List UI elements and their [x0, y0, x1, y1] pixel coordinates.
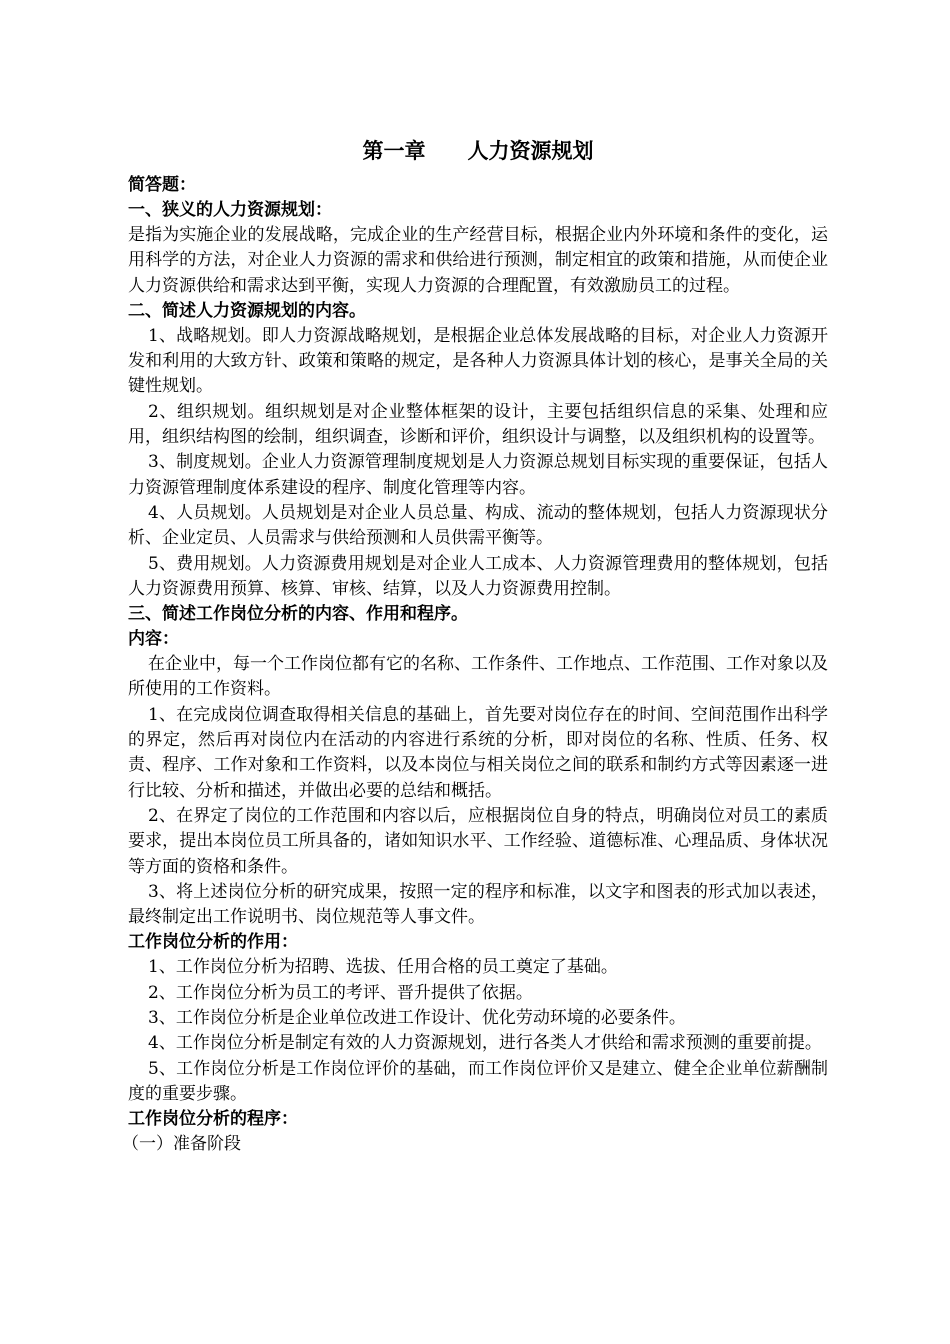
- content-paragraph: 2、在界定了岗位的工作范围和内容以后，应根据岗位自身的特点，明确岗位对员工的素质要求，提出本岗位员工所具备的，诸如知识水平、工作经验、道德标准、心理品质、身体状况等方面的资格和条件。: [128, 805, 828, 877]
- section-2-item: 4、人员规划。人员规划是对企业人员总量、构成、流动的整体规划，包括人力资源现状分析、企业定员、人员需求与供给预测和人员供需平衡等。: [128, 502, 828, 549]
- effect-item: 4、工作岗位分析是制定有效的人力资源规划，进行各类人才供给和需求预测的重要前提。: [148, 1033, 822, 1054]
- procedure-stage: （一）准备阶段: [122, 1134, 241, 1155]
- effect-item: 2、工作岗位分析为员工的考评、晋升提供了依据。: [148, 982, 533, 1003]
- content-label: 内容：: [128, 629, 179, 650]
- effect-item: 1、工作岗位分析为招聘、选拔、任用合格的员工奠定了基础。: [148, 957, 618, 978]
- section-2-item: 3、制度规划。企业人力资源管理制度规划是人力资源总规划目标实现的重要保证，包括人力资源管理制度体系建设的程序、制度化管理等内容。: [128, 452, 828, 498]
- document-page: [122, 133, 828, 1158]
- content-paragraph: 3、将上述岗位分析的研究成果，按照一定的程序和标准，以文字和图表的形式加以表述，最终制定出工作说明书、岗位规范等人事文件。: [128, 881, 828, 928]
- section-2-heading: 二、简述人力资源规划的内容。: [128, 300, 366, 321]
- effect-item: 5、工作岗位分析是工作岗位评价的基础，而工作岗位评价又是建立、健全企业单位薪酬制度的重要步骤。: [128, 1058, 828, 1104]
- section-1-body: 是指为实施企业的发展战略，完成企业的生产经营目标，根据企业内外环境和条件的变化，运用科学的方法，对企业人力资源的需求和供给进行预测，制定相宜的政策和措施，从而使企业人力资源供给和需求达到平衡，实现人力资源的合理配置，有效激励员工的过程。: [128, 225, 828, 296]
- content-paragraph: 在企业中，每一个工作岗位都有它的名称、工作条件、工作地点、工作范围、工作对象以及所使用的工作资料。: [128, 654, 828, 700]
- chapter-title: 第一章 人力资源规划: [362, 138, 594, 163]
- effect-label: 工作岗位分析的作用：: [128, 932, 298, 953]
- section-1-heading: 一、狭义的人力资源规划：: [128, 200, 332, 220]
- section-label-short-answer: 简答题：: [128, 175, 196, 195]
- section-2-item: 1、战略规划。即人力资源战略规划，是根据企业总体发展战略的目标，对企业人力资源开发和利用的大致方针、政策和策略的规定，是各种人力资源具体计划的核心，是事关全局的关键性规划。: [128, 325, 828, 397]
- effect-item: 3、工作岗位分析是企业单位改进工作设计、优化劳动环境的必要条件。: [148, 1008, 686, 1029]
- procedure-label: 工作岗位分析的程序：: [128, 1109, 298, 1130]
- section-2-item: 2、组织规划。组织规划是对企业整体框架的设计，主要包括组织信息的采集、处理和应用，组织结构图的绘制，组织调查，诊断和评价，组织设计与调整，以及组织机构的设置等。: [128, 401, 828, 448]
- section-3-heading: 三、简述工作岗位分析的内容、作用和程序。: [128, 604, 468, 625]
- section-2-item: 5、费用规划。人力资源费用规划是对企业人工成本、人力资源管理费用的整体规划，包括人力资源费用预算、核算、审核、结算，以及人力资源费用控制。: [128, 553, 828, 599]
- content-paragraph: 1、在完成岗位调查取得相关信息的基础上，首先要对岗位存在的时间、空间范围作出科学的界定，然后再对岗位内在活动的内容进行系统的分析，即对岗位的名称、性质、任务、权责、程序、工作对象和工作资料，以及本岗位与相关岗位之间的联系和制约方式等因素逐一进行比较、分析和描述，并做出必要的总结和概括。: [128, 704, 828, 801]
